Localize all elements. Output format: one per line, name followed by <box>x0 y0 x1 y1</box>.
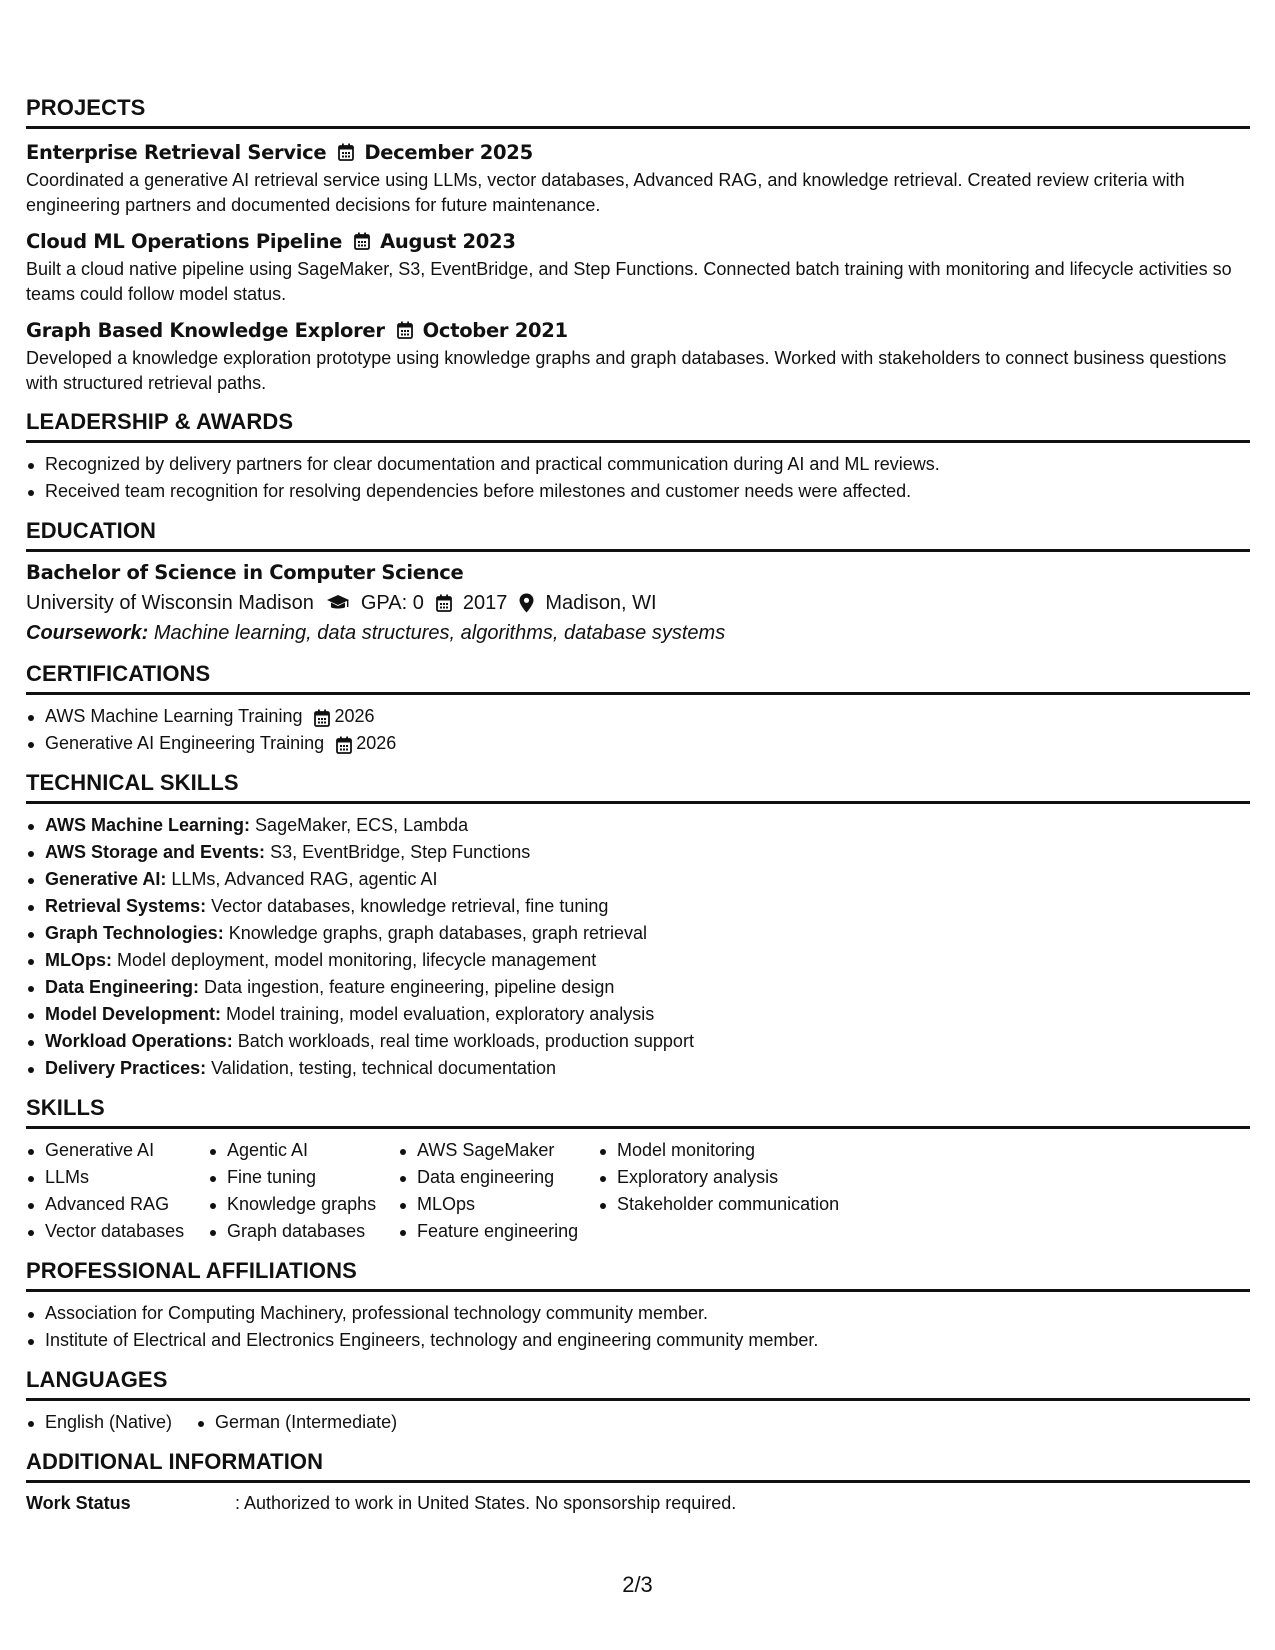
project-name: Enterprise Retrieval Service <box>26 140 327 164</box>
technical-skill-label: MLOps: <box>45 950 112 970</box>
calendar-icon <box>314 708 330 726</box>
calendar-icon <box>338 143 354 161</box>
skill-item: Stakeholder communication <box>598 1191 858 1218</box>
skill-item: Agentic AI <box>208 1137 398 1164</box>
project-description: Developed a knowledge exploration prototype using knowledge graphs and graph databases. Worked with stakeholders to connect business questions with structured retrieval paths. <box>26 348 1227 393</box>
project-item <box>26 228 1250 307</box>
education-location: Madison, WI <box>545 592 657 614</box>
technical-skill-value: LLMs, Advanced RAG, agentic AI <box>171 869 438 889</box>
skill-item: Model monitoring <box>598 1137 858 1164</box>
technical-skill-item <box>26 1028 1250 1055</box>
technical-skill-item <box>26 974 1250 1001</box>
certifications-section <box>26 661 1250 757</box>
project-item <box>26 317 1250 396</box>
section-title-leadership: LEADERSHIP & AWARDS <box>26 409 1250 443</box>
language-item: German (Intermediate) <box>196 1409 397 1436</box>
affiliations-list <box>26 1300 1250 1354</box>
location-pin-icon <box>519 593 534 613</box>
calendar-icon <box>354 232 370 250</box>
page-number: 2/3 <box>622 1572 653 1597</box>
work-status-label: Work Status <box>26 1493 131 1513</box>
project-header <box>26 139 1250 165</box>
skills-column <box>598 1137 858 1245</box>
skill-item: Feature engineering <box>398 1218 598 1245</box>
technical-skill-value: Batch workloads, real time workloads, production support <box>237 1031 694 1051</box>
calendar-icon <box>436 594 452 612</box>
work-status-row <box>26 1490 1250 1517</box>
project-header <box>26 228 1250 254</box>
skill-item: Vector databases <box>26 1218 208 1245</box>
education-details <box>26 588 1250 618</box>
technical-skill-value: Model training, model evaluation, exploratory analysis <box>226 1004 655 1024</box>
skill-item: MLOps <box>398 1191 598 1218</box>
technical-skill-item <box>26 839 1250 866</box>
skills-column <box>26 1137 208 1245</box>
skill-item: Generative AI <box>26 1137 208 1164</box>
education-coursework <box>26 618 1250 648</box>
skills-column <box>208 1137 398 1245</box>
section-title-education: EDUCATION <box>26 518 1250 552</box>
project-date: August 2023 <box>380 229 516 253</box>
skills-list <box>398 1137 598 1245</box>
skills-list <box>26 1137 208 1245</box>
technical-skill-label: Delivery Practices: <box>45 1058 207 1078</box>
language-item: English (Native) <box>26 1409 172 1436</box>
projects-section <box>26 95 1250 396</box>
technical-skill-label: Retrieval Systems: <box>45 896 207 916</box>
certifications-list <box>26 703 1250 757</box>
coursework-value: Machine learning, data structures, algorithms, database systems <box>153 622 726 644</box>
resume-page <box>26 95 1250 1530</box>
project-item <box>26 139 1250 218</box>
award-item: Recognized by delivery partners for clear documentation and practical communication during AI and ML reviews. <box>26 451 1250 478</box>
technical-skill-label: Graph Technologies: <box>45 923 224 943</box>
section-title-certifications: CERTIFICATIONS <box>26 661 1250 695</box>
skills-section <box>26 1095 1250 1245</box>
certification-year: 2026 <box>356 733 397 753</box>
technical-skill-item <box>26 866 1250 893</box>
skill-item: Graph databases <box>208 1218 398 1245</box>
leadership-list <box>26 451 1250 505</box>
technical-skill-label: AWS Storage and Events: <box>45 842 266 862</box>
education-school: University of Wisconsin Madison <box>26 592 314 614</box>
education-degree: Bachelor of Science in Computer Science <box>26 561 464 584</box>
project-date: December 2025 <box>364 140 533 164</box>
affiliation-item: Institute of Electrical and Electronics Engineers, technology and engineering community member. <box>26 1327 1250 1354</box>
skills-grid <box>26 1137 1250 1245</box>
technical-skill-label: Data Engineering: <box>45 977 200 997</box>
technical-skill-label: Generative AI: <box>45 869 167 889</box>
certification-name: AWS Machine Learning Training <box>45 706 303 726</box>
projects-list <box>26 139 1250 396</box>
affiliation-item: Association for Computing Machinery, professional technology community member. <box>26 1300 1250 1327</box>
section-title-additional: ADDITIONAL INFORMATION <box>26 1449 1250 1483</box>
skill-item: Data engineering <box>398 1164 598 1191</box>
technical-skill-item <box>26 812 1250 839</box>
technical-skill-label: Workload Operations: <box>45 1031 233 1051</box>
skill-item: Exploratory analysis <box>598 1164 858 1191</box>
coursework-label: Coursework: <box>26 622 149 644</box>
technical-skill-item <box>26 893 1250 920</box>
additional-section <box>26 1449 1250 1517</box>
technical-skill-value: SageMaker, ECS, Lambda <box>255 815 469 835</box>
graduation-cap-icon <box>326 594 350 612</box>
work-status-value: : Authorized to work in United States. No sponsorship required. <box>235 1493 737 1513</box>
section-title-affiliations: PROFESSIONAL AFFILIATIONS <box>26 1258 1250 1292</box>
languages-row <box>26 1409 1250 1436</box>
project-name: Cloud ML Operations Pipeline <box>26 229 343 253</box>
technical-skill-value: Model deployment, model monitoring, lifecycle management <box>117 950 597 970</box>
certification-row <box>45 703 375 730</box>
technical-skill-item <box>26 947 1250 974</box>
languages-list <box>26 1409 421 1436</box>
section-title-languages: LANGUAGES <box>26 1367 1250 1401</box>
section-title-projects: PROJECTS <box>26 95 1250 129</box>
calendar-icon <box>397 321 413 339</box>
technical-skill-value: Knowledge graphs, graph databases, graph retrieval <box>228 923 647 943</box>
skill-item: Knowledge graphs <box>208 1191 398 1218</box>
certification-year: 2026 <box>334 706 375 726</box>
certification-name: Generative AI Engineering Training <box>45 733 325 753</box>
affiliations-section <box>26 1258 1250 1354</box>
skills-column <box>398 1137 598 1245</box>
technical-skill-item <box>26 1001 1250 1028</box>
certification-item <box>26 730 1250 757</box>
skills-list <box>598 1137 858 1218</box>
leadership-section <box>26 409 1250 505</box>
skills-list <box>208 1137 398 1245</box>
technical-skill-label: AWS Machine Learning: <box>45 815 251 835</box>
technical-skill-value: Data ingestion, feature engineering, pipeline design <box>204 977 615 997</box>
education-section <box>26 518 1250 648</box>
skill-item: Fine tuning <box>208 1164 398 1191</box>
languages-section <box>26 1367 1250 1436</box>
project-header <box>26 317 1250 343</box>
technical-skill-value: S3, EventBridge, Step Functions <box>270 842 531 862</box>
certification-row <box>45 730 396 757</box>
project-date: October 2021 <box>422 318 568 342</box>
project-description: Built a cloud native pipeline using SageMaker, S3, EventBridge, and Step Functions. Connected batch training with monitoring and lifecycle activities so teams could follow model status. <box>26 259 1232 304</box>
project-description: Coordinated a generative AI retrieval service using LLMs, vector databases, Advanced RAG, and knowledge retrieval. Created review criteria with engineering partners and documented decisions for future maintenance. <box>26 170 1185 215</box>
technical-skill-label: Model Development: <box>45 1004 222 1024</box>
certification-item <box>26 703 1250 730</box>
skill-item: Advanced RAG <box>26 1191 208 1218</box>
project-name: Graph Based Knowledge Explorer <box>26 318 385 342</box>
technical-skill-value: Validation, testing, technical documentation <box>211 1058 557 1078</box>
section-title-technical-skills: TECHNICAL SKILLS <box>26 770 1250 804</box>
technical-skill-item <box>26 920 1250 947</box>
technical-skills-section <box>26 770 1250 1082</box>
calendar-icon <box>336 735 352 753</box>
technical-skills-list <box>26 812 1250 1082</box>
award-item: Received team recognition for resolving dependencies before milestones and customer needs were affected. <box>26 478 1250 505</box>
technical-skill-item <box>26 1055 1250 1082</box>
skill-item: LLMs <box>26 1164 208 1191</box>
education-year: 2017 <box>462 592 508 614</box>
education-gpa: GPA: 0 <box>360 592 424 614</box>
technical-skill-value: Vector databases, knowledge retrieval, fine tuning <box>211 896 609 916</box>
section-title-skills: SKILLS <box>26 1095 1250 1129</box>
skill-item: AWS SageMaker <box>398 1137 598 1164</box>
